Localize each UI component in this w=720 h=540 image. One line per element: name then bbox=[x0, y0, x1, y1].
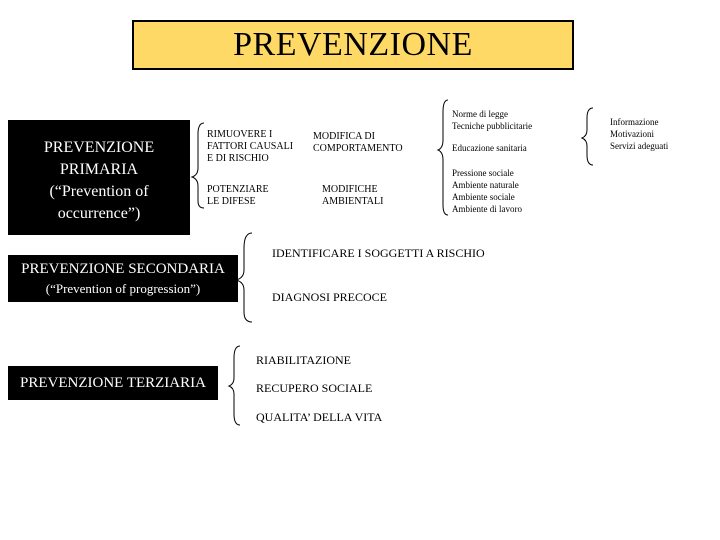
potenziare-line-2: LE DIFESE bbox=[207, 196, 256, 207]
ambiente-line-1: Pressione sociale bbox=[452, 168, 514, 178]
modifiche-line-1: MODIFICHE bbox=[322, 184, 378, 195]
norme-line-1: Norme di legge bbox=[452, 109, 508, 119]
primaria-line-3: (“Prevention of bbox=[49, 182, 149, 200]
modifica-line-1: MODIFICA DI bbox=[313, 131, 375, 142]
terziaria-item-3: QUALITA’ DELLA VITA bbox=[256, 410, 383, 424]
terziaria-item-2: RECUPERO SOCIALE bbox=[256, 381, 373, 395]
bracket-info bbox=[582, 108, 593, 165]
info-line-1: Informazione bbox=[610, 117, 659, 127]
modifica-line-2: COMPORTAMENTO bbox=[313, 143, 403, 154]
secondaria-label: PREVENZIONE SECONDARIA bbox=[21, 260, 225, 277]
terziaria-item-1: RIABILITAZIONE bbox=[256, 353, 352, 367]
secondaria-item-1: IDENTIFICARE I SOGGETTI A RISCHIO bbox=[272, 246, 485, 260]
bracket-primaria bbox=[192, 123, 204, 208]
educazione-line: Educazione sanitaria bbox=[452, 143, 527, 153]
primaria-line-1: PREVENZIONE bbox=[43, 138, 155, 156]
bracket-terziaria bbox=[229, 346, 240, 425]
bracket-norme bbox=[438, 100, 448, 215]
ambiente-line-3: Ambiente sociale bbox=[452, 192, 515, 202]
info-line-2: Motivazioni bbox=[610, 129, 654, 139]
ambiente-line-2: Ambiente naturale bbox=[452, 180, 519, 190]
potenziare-line-1: POTENZIARE bbox=[207, 184, 269, 195]
bracket-secondaria bbox=[236, 233, 252, 322]
info-line-3: Servizi adeguati bbox=[610, 141, 669, 151]
ambiente-line-4: Ambiente di lavoro bbox=[452, 204, 522, 214]
modifiche-line-2: AMBIENTALI bbox=[322, 196, 384, 207]
primaria-line-2: PRIMARIA bbox=[59, 160, 139, 178]
secondaria-item-2: DIAGNOSI PRECOCE bbox=[272, 290, 388, 304]
norme-line-2: Tecniche pubblicitarie bbox=[452, 121, 533, 131]
rimuovere-line-2: FATTORI CAUSALI bbox=[207, 141, 294, 152]
primaria-line-4: occurrence”) bbox=[57, 204, 141, 222]
rimuovere-line-1: RIMUOVERE I bbox=[207, 129, 273, 140]
rimuovere-line-3: E DI RISCHIO bbox=[207, 153, 269, 164]
terziaria-label: PREVENZIONE TERZIARIA bbox=[20, 374, 206, 391]
page-title: PREVENZIONE bbox=[233, 26, 473, 63]
secondaria-sub: (“Prevention of progression”) bbox=[45, 280, 201, 296]
